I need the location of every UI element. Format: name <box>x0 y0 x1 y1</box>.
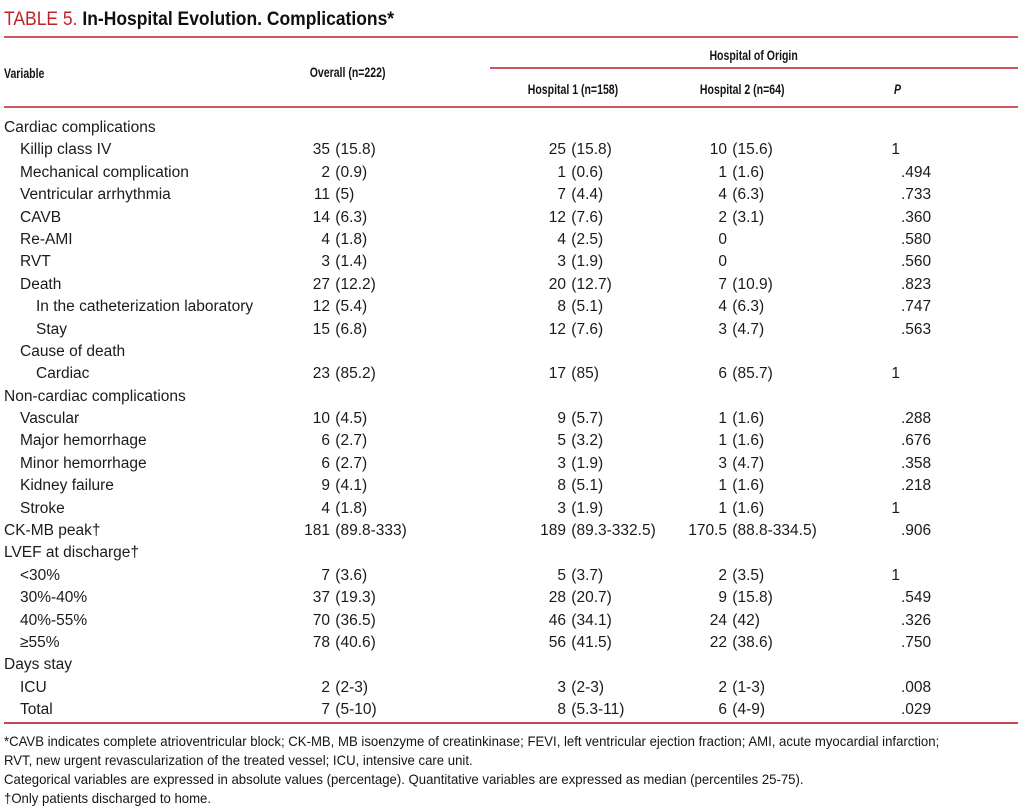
hospital1-value: 3 <box>557 454 566 472</box>
hospital2-value: (6.3) <box>728 298 765 316</box>
table-row <box>0 274 1024 296</box>
p-value <box>840 677 900 699</box>
hospital2-value: 2 <box>718 208 727 226</box>
hospital1-value: 20 <box>548 275 566 293</box>
overall-value <box>240 117 330 139</box>
p-value <box>840 475 900 497</box>
row-label: Major hemorrhage <box>20 432 147 450</box>
table-row <box>0 430 1024 452</box>
hospital1-value: 8 <box>557 298 566 316</box>
column-header-spanner-hospital-of-origin: Hospital of Origin <box>709 48 799 63</box>
p-value <box>840 453 900 475</box>
hospital2-value: 22 <box>709 633 727 651</box>
hospital1-value: (2-3) <box>567 678 605 696</box>
table-row <box>0 654 1024 676</box>
overall-value: 9 <box>321 477 330 495</box>
p-value: .560 <box>901 253 932 271</box>
p-value: .029 <box>901 701 932 719</box>
hospital2-value: (4.7) <box>728 320 765 338</box>
overall-value: (12.2) <box>331 275 376 293</box>
hospital2-value: 4 <box>718 186 727 204</box>
row-label: Total <box>20 701 53 719</box>
table-row <box>0 498 1024 520</box>
row-label: Vascular <box>20 410 80 428</box>
table-row <box>0 251 1024 273</box>
p-value: .218 <box>901 477 932 495</box>
overall-value: (19.3) <box>331 589 376 607</box>
hospital2-value: 1 <box>718 410 727 428</box>
hospital1-value <box>476 542 566 564</box>
hospital2-value: 2 <box>718 678 727 696</box>
column-header-hospital2: Hospital 2 (n=64) <box>699 82 785 97</box>
overall-value: 2 <box>321 678 330 696</box>
p-value: .823 <box>901 275 932 293</box>
hospital1-value: (5.7) <box>567 410 604 428</box>
p-value <box>840 296 900 318</box>
hospital2-value: (1.6) <box>728 163 765 181</box>
hospital1-value: (20.7) <box>567 589 612 607</box>
row-label: RVT <box>20 253 51 271</box>
hospital1-value: 56 <box>548 633 566 651</box>
footnotes <box>4 732 1024 808</box>
table-row <box>0 229 1024 251</box>
overall-value: (1.8) <box>331 230 368 248</box>
overall-value: 3 <box>321 253 330 271</box>
p-value <box>840 632 900 654</box>
hospital1-value: 189 <box>540 522 566 540</box>
overall-value: 15 <box>312 320 330 338</box>
hospital1-value: (5.1) <box>567 298 604 316</box>
row-label: <30% <box>20 566 61 584</box>
row-label: Killip class IV <box>20 141 112 159</box>
hospital1-value: (89.3-332.5) <box>567 522 656 540</box>
hospital2-value: 1 <box>718 477 727 495</box>
hospital2-value: (15.8) <box>728 589 773 607</box>
hospital1-value: 46 <box>548 611 566 629</box>
overall-value: 4 <box>321 499 330 517</box>
hospital1-value: 5 <box>557 432 566 450</box>
hospital2-value: (38.6) <box>728 633 773 651</box>
row-label: Minor hemorrhage <box>20 454 147 472</box>
hospital2-value <box>637 654 727 676</box>
row-label: Ventricular arrhythmia <box>20 186 171 204</box>
row-label: In the catheterization laboratory <box>36 298 254 316</box>
p-value: .750 <box>901 633 932 651</box>
overall-value: (40.6) <box>331 633 376 651</box>
overall-value: (4.5) <box>331 410 368 428</box>
p-value: .358 <box>901 454 932 472</box>
row-label: Stroke <box>20 499 65 517</box>
overall-value: (1.4) <box>331 253 368 271</box>
hospital2-value: (4-9) <box>728 701 766 719</box>
table-row <box>0 610 1024 632</box>
overall-value: 78 <box>312 633 330 651</box>
table-row <box>0 699 1024 721</box>
row-label: Cause of death <box>20 342 126 360</box>
hospital1-value: 1 <box>557 163 566 181</box>
table-row <box>0 386 1024 408</box>
hospital2-value: (1.6) <box>728 477 765 495</box>
hospital1-value: 7 <box>557 186 566 204</box>
overall-value: (4.1) <box>331 477 368 495</box>
hospital2-value: 4 <box>718 298 727 316</box>
p-value <box>840 654 900 676</box>
overall-value: (15.8) <box>331 141 376 159</box>
hospital2-value: (15.6) <box>728 141 773 159</box>
hospital1-value: (12.7) <box>567 275 612 293</box>
table-row <box>0 408 1024 430</box>
p-value: .676 <box>901 432 932 450</box>
overall-value <box>240 341 330 363</box>
row-label: LVEF at discharge† <box>4 544 139 562</box>
overall-value: (2.7) <box>331 432 368 450</box>
hospital1-value: (1.9) <box>567 499 604 517</box>
hospital1-value: (15.8) <box>567 141 612 159</box>
overall-value: 27 <box>312 275 330 293</box>
hospital2-value: 1 <box>718 499 727 517</box>
p-value: .580 <box>901 230 932 248</box>
overall-value: 35 <box>312 141 330 159</box>
table-number: TABLE 5. <box>4 9 78 30</box>
table-row <box>0 587 1024 609</box>
column-header-overall: Overall (n=222) <box>310 65 386 80</box>
hospital2-value <box>637 386 727 408</box>
p-value: 1 <box>891 141 900 159</box>
p-value <box>840 274 900 296</box>
row-label: Stay <box>36 320 68 338</box>
hospital2-value: 10 <box>709 141 727 159</box>
hospital2-value: 1 <box>718 432 727 450</box>
overall-value: (6.3) <box>331 208 368 226</box>
hospital1-value: 17 <box>548 365 566 383</box>
hospital1-value: (1.9) <box>567 454 604 472</box>
hospital2-value: (1-3) <box>728 678 766 696</box>
overall-value: (2-3) <box>331 678 369 696</box>
hospital2-value: 0 <box>718 253 727 271</box>
hospital2-value: (1.6) <box>728 432 765 450</box>
header-bottom-rule <box>4 106 1018 108</box>
row-label: CK-MB peak† <box>4 522 101 540</box>
row-label: Non-cardiac complications <box>4 387 186 405</box>
hospital1-value: 3 <box>557 678 566 696</box>
hospital2-value: (3.1) <box>728 208 765 226</box>
table-bottom-rule <box>4 722 1018 724</box>
overall-value: (1.8) <box>331 499 368 517</box>
p-value: 1 <box>891 566 900 584</box>
table-row <box>0 319 1024 341</box>
p-value: .288 <box>901 410 932 428</box>
overall-value: 7 <box>321 566 330 584</box>
column-header-hospital1: Hospital 1 (n=158) <box>527 82 619 97</box>
hospital1-value: (34.1) <box>567 611 612 629</box>
hospital1-value: (0.6) <box>567 163 604 181</box>
row-label: ICU <box>20 678 47 696</box>
hospital2-value: (3.5) <box>728 566 765 584</box>
overall-value: (6.8) <box>331 320 368 338</box>
overall-value: (5.4) <box>331 298 368 316</box>
hospital1-value: 8 <box>557 701 566 719</box>
hospital1-value <box>476 386 566 408</box>
p-value <box>840 386 900 408</box>
overall-value: 6 <box>321 432 330 450</box>
hospital2-value: 6 <box>718 701 727 719</box>
p-value: 1 <box>891 499 900 517</box>
row-label: CAVB <box>20 208 62 226</box>
table-row <box>0 475 1024 497</box>
hospital2-value <box>637 542 727 564</box>
p-value <box>840 251 900 273</box>
p-value: .494 <box>901 163 932 181</box>
hospital2-value: 170.5 <box>688 522 727 540</box>
overall-value <box>240 654 330 676</box>
overall-value: 10 <box>312 410 330 428</box>
hospital2-value: 2 <box>718 566 727 584</box>
p-value: .733 <box>901 186 932 204</box>
overall-value: 11 <box>313 186 330 204</box>
overall-value <box>240 386 330 408</box>
hospital1-value: 8 <box>557 477 566 495</box>
table-row <box>0 363 1024 385</box>
column-header-p-value: P <box>894 82 902 97</box>
row-label: Re-AMI <box>20 230 73 248</box>
hospital2-value <box>637 341 727 363</box>
p-value: .563 <box>901 320 932 338</box>
row-label: Death <box>20 275 62 293</box>
table-row <box>0 520 1024 542</box>
spanner-rule <box>490 67 1018 69</box>
hospital1-value: 3 <box>557 253 566 271</box>
p-value <box>840 229 900 251</box>
hospital2-value: 6 <box>718 365 727 383</box>
hospital1-value: (2.5) <box>567 230 604 248</box>
hospital1-value <box>476 654 566 676</box>
overall-value: 23 <box>312 365 330 383</box>
hospital1-value: 12 <box>548 320 566 338</box>
overall-value: (0.9) <box>331 163 368 181</box>
hospital1-value: (85) <box>567 365 599 383</box>
table-row <box>0 162 1024 184</box>
p-value: .906 <box>901 522 932 540</box>
top-rule <box>4 36 1018 38</box>
table-body <box>0 117 1024 722</box>
hospital2-value: 24 <box>709 611 727 629</box>
hospital2-value: (6.3) <box>728 186 765 204</box>
p-value <box>840 207 900 229</box>
hospital1-value: (3.2) <box>567 432 604 450</box>
hospital2-value: 0 <box>718 230 727 248</box>
hospital1-value: (7.6) <box>567 320 604 338</box>
hospital2-value: (10.9) <box>728 275 773 293</box>
table-row <box>0 677 1024 699</box>
overall-value: 7 <box>321 701 330 719</box>
overall-value: (5) <box>331 186 355 204</box>
hospital1-value: (41.5) <box>567 633 612 651</box>
table-row <box>0 341 1024 363</box>
p-value: .747 <box>901 298 932 316</box>
overall-value: 12 <box>312 298 330 316</box>
hospital2-value: (1.6) <box>728 499 765 517</box>
table-row <box>0 117 1024 139</box>
hospital1-value <box>476 341 566 363</box>
p-value <box>840 430 900 452</box>
overall-value: (36.5) <box>331 611 376 629</box>
p-value <box>840 610 900 632</box>
overall-value: (5-10) <box>331 701 377 719</box>
table-row <box>0 139 1024 161</box>
footnote-line: †Only patients discharged to home. <box>4 790 212 806</box>
hospital1-value: 12 <box>548 208 566 226</box>
hospital1-value: 5 <box>557 566 566 584</box>
p-value <box>840 587 900 609</box>
p-value <box>840 319 900 341</box>
hospital1-value: 4 <box>557 230 566 248</box>
p-value: .008 <box>901 678 932 696</box>
row-label: Cardiac complications <box>4 119 156 136</box>
table-row <box>0 565 1024 587</box>
hospital2-value: 7 <box>718 275 727 293</box>
p-value <box>840 184 900 206</box>
hospital2-value: (42) <box>728 611 760 629</box>
row-label: Cardiac <box>36 365 90 383</box>
table-row <box>0 184 1024 206</box>
hospital2-value: (88.8-334.5) <box>728 522 817 540</box>
overall-value: (85.2) <box>331 365 376 383</box>
hospital1-value: 25 <box>548 141 566 159</box>
row-label: 30%-40% <box>20 589 88 607</box>
overall-value: 37 <box>312 589 330 607</box>
p-value: .326 <box>901 611 932 629</box>
p-value <box>840 542 900 564</box>
hospital1-value: (1.9) <box>567 253 604 271</box>
footnote-line: Categorical variables are expressed in absolute values (percentage). Quantitative variables are expressed as median (percentiles 25-75). <box>4 771 804 787</box>
hospital1-value: 3 <box>557 499 566 517</box>
hospital2-value: (1.6) <box>728 410 765 428</box>
overall-value: 6 <box>321 454 330 472</box>
p-value <box>840 341 900 363</box>
table-row <box>0 296 1024 318</box>
footnote-line: *CAVB indicates complete atrioventricular block; CK-MB, MB isoenzyme of creatinkinase; FEVI, left ventricular ejection fraction; AMI, acute myocardial infarction; <box>4 733 940 749</box>
overall-value: 2 <box>321 163 330 181</box>
p-value: 1 <box>891 365 900 383</box>
row-label: ≥55% <box>20 633 60 651</box>
p-value <box>840 520 900 542</box>
row-label: Days stay <box>4 656 73 674</box>
overall-value: (89.8-333) <box>331 522 407 540</box>
p-value <box>840 162 900 184</box>
hospital2-value: 1 <box>718 163 727 181</box>
table-title-text: In-Hospital Evolution. Complications* <box>82 9 395 30</box>
row-label: Kidney failure <box>20 477 114 495</box>
hospital2-value <box>637 117 727 139</box>
hospital2-value: (85.7) <box>728 365 773 383</box>
hospital1-value: 9 <box>557 410 566 428</box>
p-value <box>840 408 900 430</box>
hospital2-value: 9 <box>718 589 727 607</box>
table-title <box>4 8 394 32</box>
hospital2-value: (4.7) <box>728 454 765 472</box>
p-value <box>840 699 900 721</box>
table-row <box>0 542 1024 564</box>
overall-value: 70 <box>312 611 330 629</box>
overall-value: 4 <box>321 230 330 248</box>
hospital1-value: (7.6) <box>567 208 604 226</box>
overall-value: 14 <box>312 208 330 226</box>
hospital1-value: (4.4) <box>567 186 604 204</box>
table-row <box>0 632 1024 654</box>
hospital2-value: 3 <box>718 454 727 472</box>
column-header-variable: Variable <box>4 66 45 81</box>
overall-value <box>240 542 330 564</box>
row-label: Mechanical complication <box>20 163 189 181</box>
p-value <box>840 117 900 139</box>
hospital1-value: (5.3-11) <box>567 701 625 719</box>
overall-value: 181 <box>304 522 330 540</box>
hospital2-value: 3 <box>718 320 727 338</box>
hospital1-value: (3.7) <box>567 566 604 584</box>
overall-value: (3.6) <box>331 566 368 584</box>
row-label: 40%-55% <box>20 611 88 629</box>
p-value: .360 <box>901 208 932 226</box>
hospital1-value: (5.1) <box>567 477 604 495</box>
footnote-line: RVT, new urgent revascularization of the treated vessel; ICU, intensive care unit. <box>4 752 473 768</box>
overall-value: (2.7) <box>331 454 368 472</box>
hospital1-value: 28 <box>548 589 566 607</box>
hospital1-value <box>476 117 566 139</box>
table-row <box>0 207 1024 229</box>
p-value: .549 <box>901 589 932 607</box>
table-row <box>0 453 1024 475</box>
